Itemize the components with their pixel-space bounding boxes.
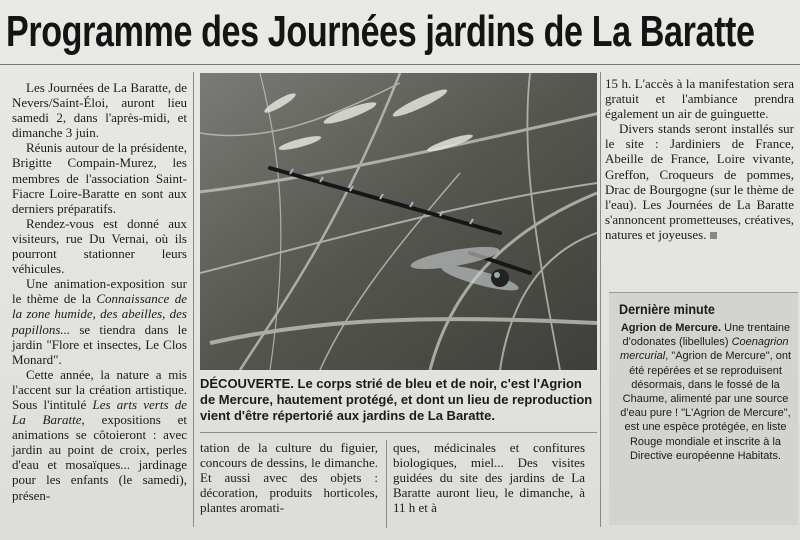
paragraph-intro: Les Journées de La Baratte, de Nevers/Saint-Éloi, auront lieu samedi 2, dans l'après-midi, et dimanche 3 juin. [12,80,187,141]
photo-illustration [200,73,597,370]
text-span: se tiendra dans le jardin "Flore et insectes, Le Clos Monard". [12,321,187,367]
dragonfly-photo [200,73,597,370]
italic-event-name: Les arts verts de La Baratte [12,396,187,428]
paragraph-association: Réunis autour de la présidente, Brigitte Compain-Murez, les membres de l'association Saint-Fiacre Loire-Baratte en sont aux derniers préparatifs. [12,140,187,216]
text-span: Une animation-exposition sur le thème de la [12,276,187,307]
caption-lead: DÉCOUVERTE. [200,376,294,391]
paragraph-stands [605,121,794,242]
column-1 [12,80,187,503]
column-2a [200,440,378,515]
box-text [619,321,792,463]
end-mark-icon [710,232,717,239]
italic-theme: Connaissance de la zone humide, des abeilles, des papillons... [12,291,187,337]
text-span: Une trentaine d'odonates (libellules) [622,322,791,349]
paragraph-exposition [12,276,187,367]
box-lead: Agrion de Mercure. [620,322,722,334]
text-span: , "Agrion de Mercure", ont été repérées et se reproduisent désormais, dans le fossé de la Chaume, alimenté par une source d'eau pure ! "L'Agrion de Mercure", est une espèce protégée, en liste Rouge mondiale et inscrite à la Directive européenne Habitats. [620,350,792,462]
species-name: Coenagrion mercurial [619,336,789,363]
column-separator [600,72,601,527]
paragraph-artistique [12,367,187,503]
paragraph-continued: ques, médicinales et confitures biologiques, miel... Des visites guidées du site des jardins de La Baratte auront lieu, le dimanche, à 11 h et à [393,440,585,516]
text-span: Divers stands seront installés sur le site : Jardiniers de France, Abeille de France, Loire vivante, Greffon, Croqueurs de pommes, Drac de Bourgogne (sur le thème de l'eau). Les Journées de La Baratte s'annoncent prometteuses, créatives, natures et joyeuses. [605,121,794,242]
caption-rule [200,432,597,433]
caption-text: Le corps strié de bleu et de noir, c'est l'Agrion de Mercure, hautement protégé, et dont un lieu de reproduction vient d'être répertorié aux jardins de La Baratte. [200,376,593,423]
column-3 [605,76,794,242]
text-span: , expositions et animations se côtoieront : avec jardin au point de croix, perles d'eau et mosaïques... jardinage pour les enfants (le samedi), présen- [12,412,187,503]
column-separator [193,72,194,527]
title-rule [0,64,800,65]
column-separator [386,440,387,528]
box-heading: Dernière minute [619,301,715,317]
paragraph-continued: tation de la culture du figuier, concours de dessins, le dimanche. Et aussi avec des objets : décoration, produits horticoles, plantes aromati- [200,440,378,516]
derniere-minute-box [609,292,798,525]
article-title: Programme des Journées jardins de La Baratte [6,7,755,56]
paragraph-rendezvous: Rendez-vous est donné aux visiteurs, rue Du Vernai, où ils pourront stationner leurs véhicules. [12,215,187,277]
paragraph-acces: 15 h. L'accès à la manifestation sera gratuit et l'ambiance prendra également un air de guinguette. [605,76,794,122]
photo-caption [200,376,597,424]
text-span: Cette année, la nature a mis l'accent sur la création artistique. Sous l'intitulé [12,366,187,412]
column-2b [393,440,585,515]
